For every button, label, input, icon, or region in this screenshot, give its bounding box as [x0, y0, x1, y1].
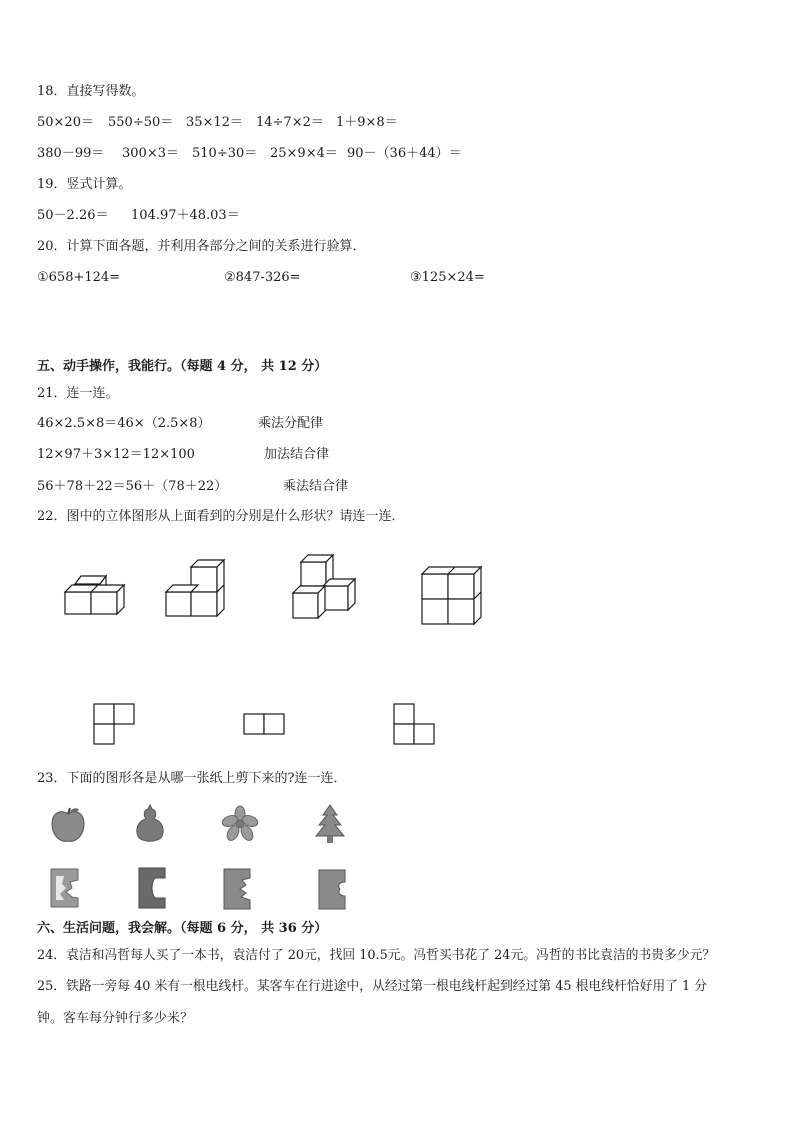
q24-text: 24．袁洁和冯哲每人买了一本书，袁洁付了 20元，找回 10.5元。冯哲买书花了 24元。冯哲的书比袁洁的书贵多少元？ — [37, 948, 716, 963]
q18-expr: 380－99＝ — [37, 146, 105, 161]
cube-figure-1 — [60, 570, 130, 618]
q18-expr: 90－（36＋44）＝ — [347, 146, 462, 161]
q19-expr: 104.97＋48.03＝ — [131, 208, 240, 223]
section6-heading: 六、生活问题，我会解。（每题 6 分， 共 36 分） — [37, 921, 328, 936]
q23-title: 23．下面的图形各是从哪一张纸上剪下来的?连一连． — [37, 771, 347, 786]
q18-expr: 550÷50＝ — [108, 115, 174, 130]
q25-line2: 钟。客车每分钟行多少米？ — [37, 1011, 194, 1026]
apple-cutout-icon — [48, 805, 88, 845]
q18-expr: 1＋9×8＝ — [336, 115, 398, 130]
top-view-corner-shape — [393, 703, 437, 747]
q21-left-item: 46×2.5×8＝46×（2.5×8） — [37, 416, 211, 431]
q18-title: 18．直接写得数。 — [37, 84, 145, 99]
q20-expr: ①658+124= — [37, 270, 121, 285]
paper-piece-3-icon — [220, 866, 256, 912]
gourd-cutout-icon — [132, 803, 168, 845]
paper-piece-1-icon — [48, 866, 84, 910]
paper-piece-4-icon — [315, 866, 351, 912]
cube-figure-4 — [419, 562, 485, 628]
section5-heading: 五、动手操作，我能行。（每题 4 分， 共 12 分） — [37, 359, 328, 374]
q18-expr: 25×9×4＝ — [270, 146, 338, 161]
q20-expr: ③125×24= — [410, 270, 485, 285]
tree-cutout-icon — [313, 803, 347, 845]
top-view-two-squares — [243, 713, 287, 737]
q18-expr: 14÷7×2＝ — [256, 115, 324, 130]
q22-title: 22．图中的立体图形从上面看到的分别是什么形状？请连一连． — [37, 509, 405, 524]
q20-expr: ②847-326= — [224, 270, 301, 285]
q25-line1: 25．铁路一旁每 40 米有一根电线杆。某客车在行进途中，从经过第一根电线杆起到经过第 45 根电线杆恰好用了 1 分 — [37, 979, 708, 994]
paper-piece-2-icon — [135, 864, 171, 912]
q20-title: 20．计算下面各题，并利用各部分之间的关系进行验算． — [37, 239, 366, 254]
q18-expr: 50×20＝ — [37, 115, 94, 130]
q19-expr: 50－2.26＝ — [37, 208, 109, 223]
q18-expr: 300×3＝ — [122, 146, 179, 161]
q21-title: 21．连一连。 — [37, 386, 119, 401]
q21-left-item: 56＋78＋22＝56＋（78＋22） — [37, 479, 228, 494]
q18-expr: 35×12＝ — [186, 115, 243, 130]
q21-left-item: 12×97＋3×12＝12×100 — [37, 447, 195, 462]
flower-cutout-icon — [219, 805, 261, 843]
cube-figure-3 — [289, 551, 361, 623]
q21-right-item: 乘法结合律 — [283, 479, 349, 494]
top-view-l-shape — [93, 703, 137, 747]
q19-title: 19．竖式计算。 — [37, 177, 132, 192]
q21-right-item: 加法结合律 — [264, 447, 330, 462]
q18-expr: 510÷30＝ — [192, 146, 258, 161]
cube-figure-2 — [163, 556, 229, 620]
q21-right-item: 乘法分配律 — [258, 416, 324, 431]
